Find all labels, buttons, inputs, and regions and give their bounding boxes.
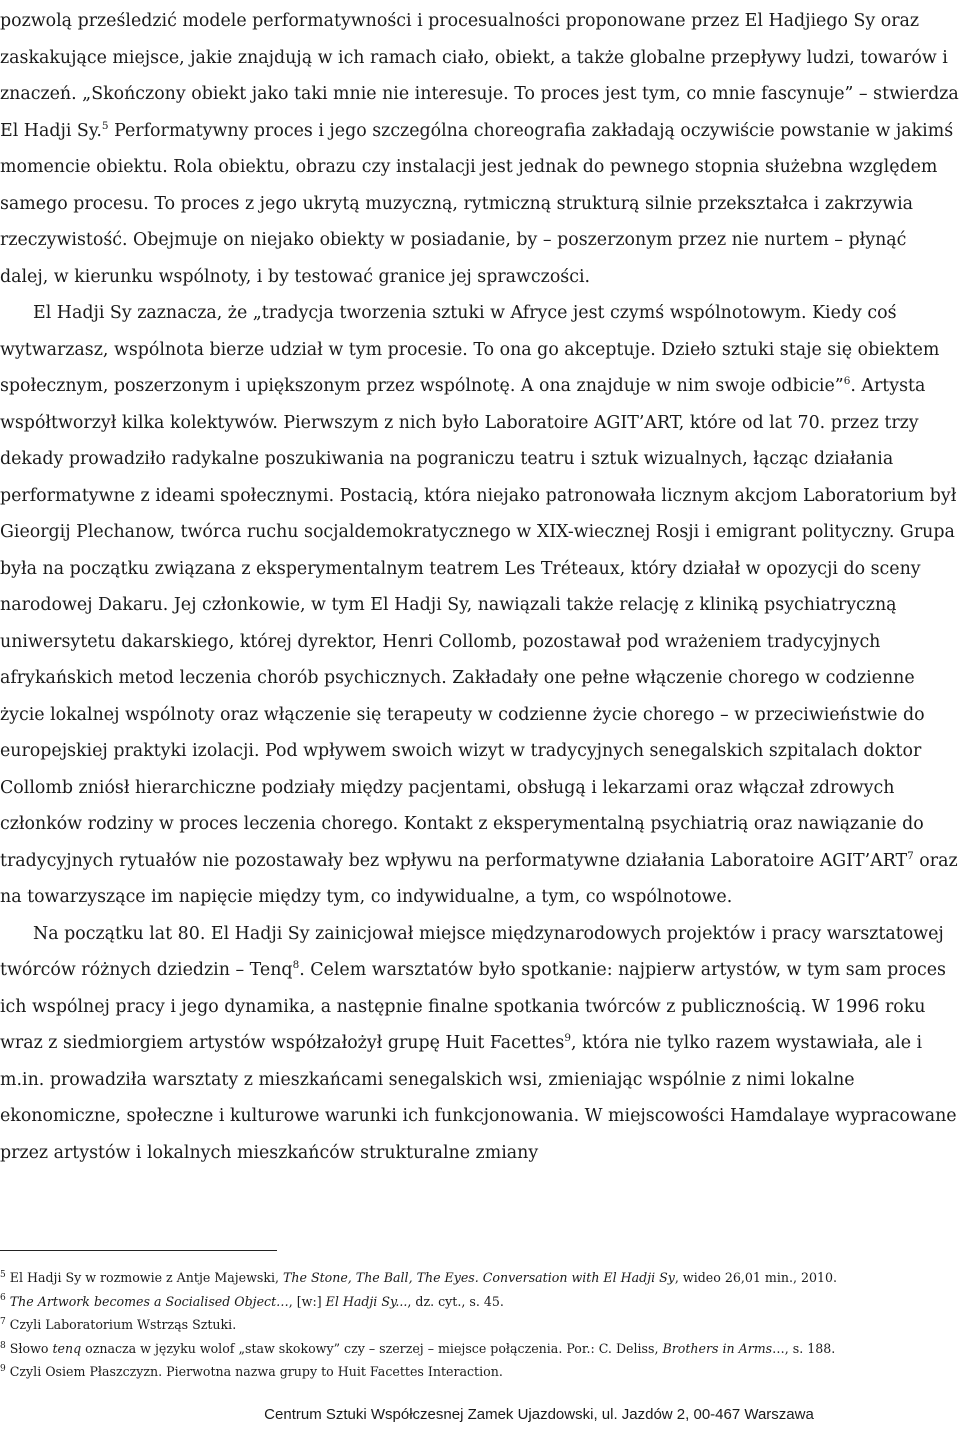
footnote-text: Czyli Laboratorium Wstrząs Sztuki. <box>9 1317 237 1333</box>
footnote <box>0 1313 960 1337</box>
footnote-text: Słowo <box>9 1340 53 1356</box>
footnote-reference: 9 <box>564 1032 572 1045</box>
footnote-number: 5 <box>0 1269 6 1280</box>
paragraph <box>0 916 960 1172</box>
footnote-number: 6 <box>0 1293 6 1304</box>
page-footer: Centrum Sztuki Współczesnej Zamek Ujazdowski, ul. Jazdów 2, 00-467 Warszawa <box>264 1406 814 1423</box>
article-body <box>0 3 960 1171</box>
footnote-text: El Hadji Sy... <box>325 1293 408 1309</box>
footnote-number: 7 <box>0 1317 6 1327</box>
footnote-number: 8 <box>0 1340 6 1351</box>
paragraph-text: Performatywny proces i jego szczególna choreografia zakładają oczywiście powstanie w jakimś momencie obiektu. Rola obiektu, obrazu czy instalacji jest jednak do pewnego stopnia służebna względem samego procesu. To proces z jego ukrytą muzyczną, rytmiczną strukturą silnie przekształca i zakrzywia rzeczywistość. Obejmuje on niejako obiekty w posiadanie, by – poszerzonym przez nie nurtem – płynąć dalej, w kierunku wspólnoty, i by testować granice jej sprawczości. <box>0 120 954 287</box>
footnote-reference: 6 <box>843 375 851 388</box>
footnote-reference: 5 <box>101 119 109 132</box>
footnote-text: …, s. 188. <box>772 1340 836 1356</box>
footnote-text: , wideo 26,01 min., 2010. <box>674 1270 838 1285</box>
footnote-separator <box>0 1250 277 1251</box>
footnote-text: , [w:] <box>288 1293 326 1309</box>
footnote <box>0 1337 960 1361</box>
paragraph-text: . Artysta współtworzył kilka kolektywów. Pierwszym z nich było Laboratoire AGIT’ART, które od lat 70. przez trzy dekady prowadziło radykalne poszukiwania na pograniczu teatru i sztuk wizualnych, łącząc działania performatywne z ideami społecznymi. Postacią, która niejako patronowała licznym akcjom Laboratorium był Gieorgij Plechanow, twórca ruchu socjaldemokratycznego w XIX-wiecznej Rosji i emigrant polityczny. Grupa była na początku związana z eksperymentalnym teatrem Les Tréteaux, który działał w opozycji do sceny narodowej Dakaru. Jej członkowie, w tym El Hadji Sy, nawiązali także relację z kliniką psychiatryczną uniwersytetu dakarskiego, której dyrektor, Henri Collomb, pozostawał pod wrażeniem tradycyjnych afrykańskich metod leczenia chorób psychicznych. Zakładały one pełne włączenie chorego w codzienne życie lokalnej wspólnoty oraz włączenie się terapeuty w codzienne życie chorego – w przeciwieństwie do europejskiej praktyki izolacji. Pod wpływem swoich wizyt w tradycyjnych senegalskich szpitalach doktor Collomb zniósł hierarchiczne podziały między pacjentami, obsługą i lekarzami oraz włączał zdrowych członków rodziny w proces leczenia chorego. Kontakt z eksperymentalną psychiatrią oraz nawiązanie do tradycyjnych rytuałów nie pozostawały bez wpływu na performatywne działania Laboratoire AGIT’ART <box>0 376 957 871</box>
footnote-reference: 7 <box>907 849 914 862</box>
footnote-text: , dz. cyt., s. 45. <box>407 1293 504 1309</box>
footnote-text: The Stone, The Ball, The Eyes. Conversation with El Hadji Sy <box>282 1270 675 1285</box>
paragraph <box>0 295 960 916</box>
footnote-text: Czyli Osiem Płaszczyzn. Pierwotna nazwa grupy to Huit Facettes Interaction. <box>9 1364 503 1380</box>
paragraph-text: oraz na towarzyszące im napięcie między tym, co indywidualne, a tym, co wspólnotowe. <box>0 850 958 907</box>
paragraph <box>0 3 960 295</box>
paragraph-text: pozwolą prześledzić modele performatywności i procesualności proponowane przez El Hadjiego Sy oraz zaskakujące miejsce, jakie znajdują w ich ramach ciało, obiekt, a także globalne przepływy ludzi, towarów i znaczeń. „Skończony obiekt jako taki mnie nie interesuje. To proces jest tym, co mnie fascynuje” – stwierdza El Hadji Sy. <box>0 11 959 141</box>
paragraph-text: . Celem warsztatów było spotkanie: najpierw artystów, w tym sam proces ich wspólnej pracy i jego dynamika, a następnie finalne spotkania twórców z publicznością. W 1996 roku wraz z siedmiorgiem artystów współzałożył grupę Huit Facettes <box>0 960 946 1053</box>
paragraph-text: , która nie tylko razem wystawiała, ale i m.in. prowadziła warsztaty z mieszkańcami senegalskich wsi, zmieniając wspólnie z nimi lokalne ekonomiczne, społeczne i kulturowe warunki ich funkcjonowania. W miejscowości Hamdalaye wypracowane przez artystów i lokalnych mieszkańców strukturalne zmiany <box>0 1033 957 1163</box>
footnote <box>0 1266 960 1290</box>
footnote-text: El Hadji Sy w rozmowie z Antje Majewski, <box>9 1270 283 1285</box>
footnote <box>0 1360 960 1384</box>
footnote <box>0 1290 960 1314</box>
footnote-number: 9 <box>0 1364 6 1375</box>
footnote-text: The Artwork becomes a Socialised Object… <box>9 1293 289 1309</box>
footnote-text: tenq <box>52 1340 82 1356</box>
paragraph-text: El Hadji Sy zaznacza, że „tradycja tworzenia sztuki w Afryce jest czymś wspólnotowym. Kiedy coś wytwarzasz, wspólnota bierze udział w tym procesie. To ona go akceptuje. Dzieło sztuki staje się obiektem społecznym, poszerzonym i upiększonym przez wspólnotę. A ona znajduje w nim swoje odbicie” <box>0 303 940 396</box>
footnote-text: Brothers in Arms <box>662 1340 773 1356</box>
footnote-reference: 8 <box>292 959 300 972</box>
footnotes <box>0 1266 960 1384</box>
footnote-text: oznacza w języku wolof „staw skokowy” czy – szerzej – miejsce połączenia. Por.: C. Deliss, <box>81 1340 663 1356</box>
paragraph-text: Na początku lat 80. El Hadji Sy zainicjował miejsce międzynarodowych projektów i pracy warsztatowej twórców różnych dziedzin – Tenq <box>0 923 944 980</box>
